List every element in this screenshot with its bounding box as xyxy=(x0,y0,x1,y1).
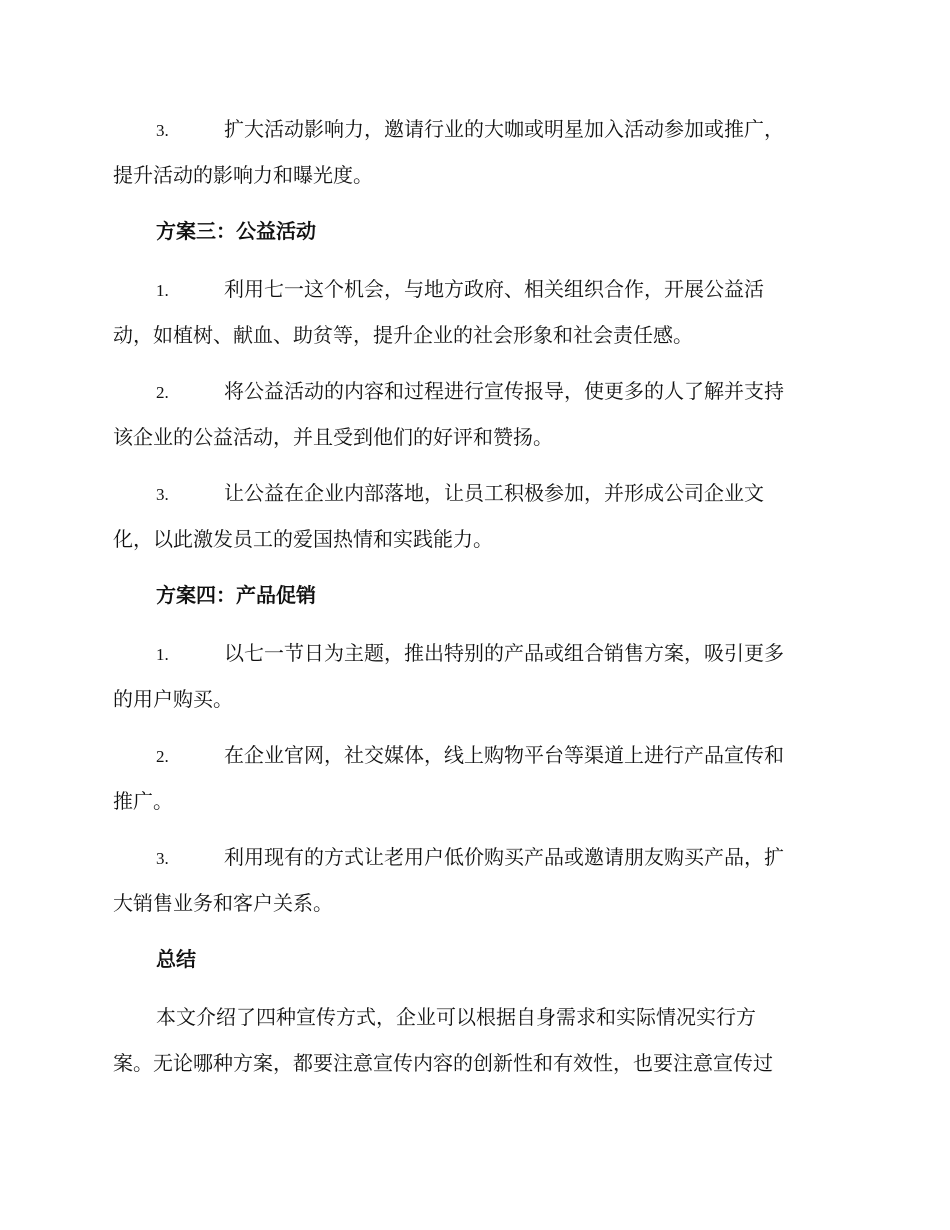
item-text-line2: 化，以此激发员工的爱国热情和实践能力。 xyxy=(113,527,493,551)
item-number: 3. xyxy=(156,849,169,868)
item-number: 1. xyxy=(156,645,169,664)
item-text-line2: 动，如植树、献血、助贫等，提升企业的社会形象和社会责任感。 xyxy=(113,323,693,347)
section-heading xyxy=(113,208,835,254)
summary-heading: 总结 xyxy=(156,947,196,971)
item-text-line1: 利用七一这个机会，与地方政府、相关组织合作，开展公益活 xyxy=(224,277,764,301)
item-text-line2: 提升活动的影响力和曝光度。 xyxy=(113,163,373,187)
item-number: 2. xyxy=(156,747,169,766)
list-item xyxy=(113,368,835,460)
item-text-line1: 让公益在企业内部落地，让员工积极参加，并形成公司企业文 xyxy=(224,481,764,505)
item-text-line2: 大销售业务和客户关系。 xyxy=(113,891,333,915)
item-text-line1: 在企业官网，社交媒体，线上购物平台等渠道上进行产品宣传和 xyxy=(224,743,784,767)
section-heading xyxy=(113,572,835,618)
section3-heading: 方案三：公益活动 xyxy=(156,219,316,243)
item-text-line2: 推广。 xyxy=(113,789,173,813)
item-number: 1. xyxy=(156,281,169,300)
list-item xyxy=(113,106,835,198)
item-text-line1: 将公益活动的内容和过程进行宣传报导，使更多的人了解并支持 xyxy=(224,379,784,403)
section-heading xyxy=(113,936,835,982)
item-number: 3. xyxy=(156,121,169,140)
list-item xyxy=(113,732,835,824)
item-text-line1: 扩大活动影响力，邀请行业的大咖或明星加入活动参加或推广， xyxy=(224,117,784,141)
item-text-line1: 利用现有的方式让老用户低价购买产品或邀请朋友购买产品，扩 xyxy=(224,845,784,869)
list-item xyxy=(113,834,835,926)
item-text-line2: 的用户购买。 xyxy=(113,687,233,711)
item-text-line2: 该企业的公益活动，并且受到他们的好评和赞扬。 xyxy=(113,425,553,449)
item-number: 2. xyxy=(156,383,169,402)
item-number: 3. xyxy=(156,485,169,504)
section4-heading: 方案四：产品促销 xyxy=(156,583,316,607)
item-text-line1: 以七一节日为主题，推出特别的产品或组合销售方案，吸引更多 xyxy=(224,641,784,665)
summary-paragraph xyxy=(113,994,835,1086)
summary-line1: 本文介绍了四种宣传方式，企业可以根据自身需求和实际情况实行方 xyxy=(156,1005,756,1029)
list-item xyxy=(113,630,835,722)
list-item xyxy=(113,266,835,358)
summary-line2: 案。无论哪种方案，都要注意宣传内容的创新性和有效性，也要注意宣传过 xyxy=(113,1051,773,1075)
list-item xyxy=(113,470,835,562)
